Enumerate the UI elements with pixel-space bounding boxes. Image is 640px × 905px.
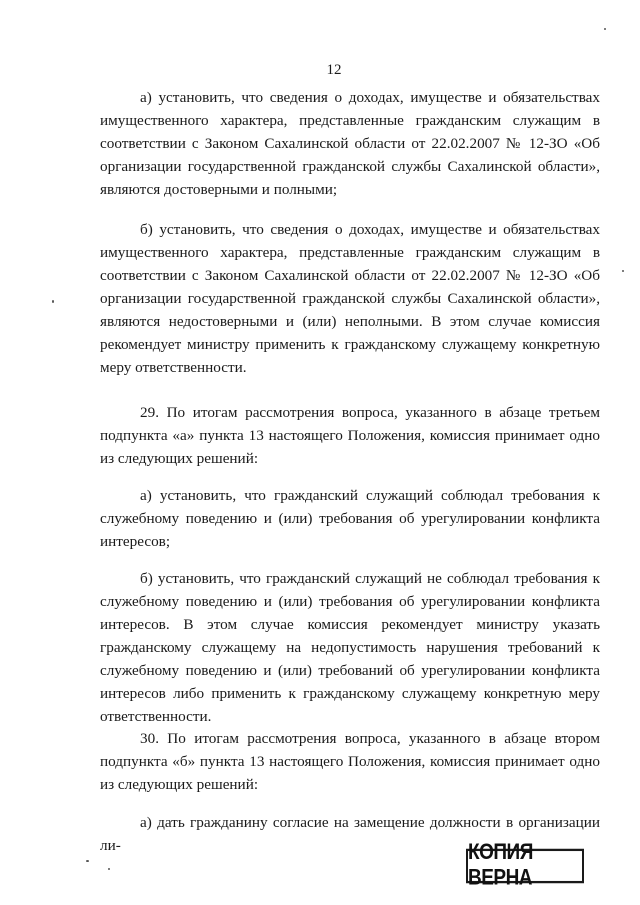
paragraph-29a: а) установить, что гражданский служащий соблюдал требования к служебному поведению и (или) требования об урегулировании конфликта интересов; (100, 487, 600, 550)
scan-speck (108, 868, 110, 870)
scan-speck (604, 28, 606, 30)
paragraph-28a: а) установить, что сведения о доходах, имуществе и обязательствах имущественного характера, представленные гражданским служащим в соответствии с Законом Сахалинской области от 22.02.2007 № 12-ЗО «Об организации государственной гражданской службы Сахалинской области», являются достоверными и полными; (100, 89, 600, 198)
paragraph-30a: а) дать гражданину согласие на замещение должности в организации ли- (100, 814, 600, 854)
scan-speck (622, 270, 624, 272)
scan-speck (52, 300, 54, 303)
paragraph-29: 29. По итогам рассмотрения вопроса, указанного в абзаце третьем подпункта «а» пункта 13 настоящего Положения, комиссия принимает одно из следующих решений: (100, 404, 600, 467)
paragraph-30: 30. По итогам рассмотрения вопроса, указанного в абзаце втором подпункта «б» пункта 13 настоящего Положения, комиссия принимает одно из следующих решений: (100, 730, 600, 793)
scan-speck (86, 860, 89, 862)
paragraph-28b: б) установить, что сведения о доходах, имуществе и обязательствах имущественного характера, представленные гражданским служащим в соответствии с Законом Сахалинской области от 22.02.2007 № 12-ЗО «Об организации государственной гражданской службы Сахалинской области», являются недостоверными и (или) неполными. В этом случае комиссия рекомендует министру применить к гражданскому служащему конкретную меру ответственности. (100, 221, 600, 376)
page-number: 12 (326, 62, 342, 78)
copy-certified-stamp: КОПИЯ ВЕРНА (466, 849, 584, 884)
paragraph-29b: б) установить, что гражданский служащий не соблюдал требования к служебному поведению и (или) требования об урегулировании конфликта интересов. В этом случае комиссия рекомендует министру указать гражданскому служащему на недопустимость нарушения требований к служебному поведению и (или) требований об урегулировании конфликта интересов либо применить к гражданскому служащему конкретную меру ответственности. (100, 570, 600, 725)
